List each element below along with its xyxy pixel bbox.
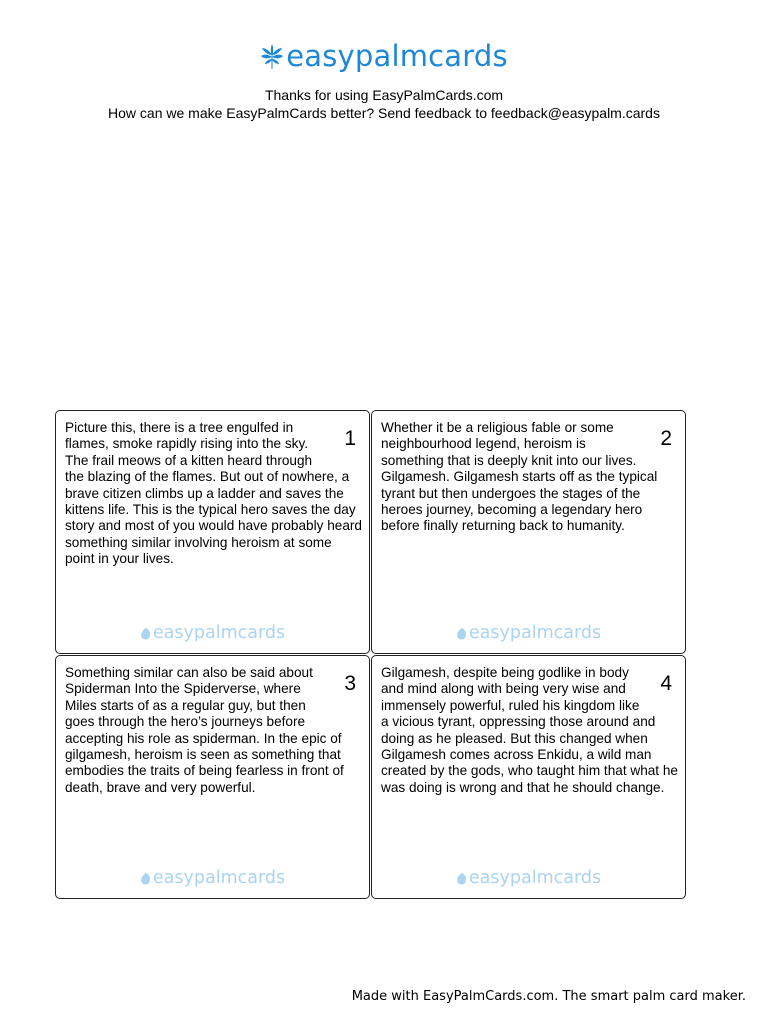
thanks-line: Thanks for using EasyPalmCards.com [264, 87, 504, 103]
palm-card-2 [371, 410, 686, 654]
palm-leaf-icon [140, 627, 152, 640]
card-number: 2 [660, 427, 672, 450]
card-watermark [372, 868, 685, 888]
palm-card-3 [55, 655, 370, 899]
card-text: Gilgamesh, despite being godlike in body and mind along with being very wise and immensely powerful, ruled his kingdom like a vicious tyrant, oppressing those around and doing as he pleased. But this changed when Gilgamesh comes across Enkidu, a wild man created by the gods, who taught him that what he was doing is wrong and that he should change. [381, 665, 678, 795]
header-message [0, 86, 768, 122]
card-text: Picture this, there is a tree engulfed in flames, smoke rapidly rising into the sky. The frail meows of a kitten heard through the blazing of the flames. But out of nowhere, a brave citizen climbs up a ladder and saves the kittens life. This is the typical hero saves the day story and most of you would have probably heard something similar involving heroism at some point in your lives. [65, 420, 362, 567]
watermark-text: easypalmcards [152, 623, 286, 643]
footer-credit: Made with EasyPalmCards.com. The smart palm card maker. [351, 989, 746, 1004]
card-number: 3 [344, 672, 356, 695]
watermark-text: easypalmcards [468, 868, 602, 888]
card-watermark [372, 623, 685, 643]
logo-text: easypalmcards [286, 39, 508, 73]
card-number: 4 [660, 672, 672, 695]
card-number: 1 [344, 427, 356, 450]
card-watermark [56, 623, 369, 643]
palm-card-4 [371, 655, 686, 899]
palm-leaf-icon [260, 44, 284, 70]
palm-card-1 [55, 410, 370, 654]
palm-leaf-icon [456, 872, 468, 885]
palm-leaf-icon [140, 872, 152, 885]
watermark-text: easypalmcards [152, 868, 286, 888]
palm-leaf-icon [456, 627, 468, 640]
card-watermark [56, 868, 369, 888]
card-text: Something similar can also be said about Spiderman Into the Spiderverse, where Miles starts of as a regular guy, but then goes through the hero’s journeys before accepting his role as spiderman. In the epic of gilgamesh, heroism is seen as something that embodies the traits of being fearless in front of death, brave and very powerful. [65, 665, 344, 795]
watermark-text: easypalmcards [468, 623, 602, 643]
feedback-line: How can we make EasyPalmCards better? Send feedback to feedback@easypalm.cards [108, 105, 660, 121]
card-text: Whether it be a religious fable or some neighbourhood legend, heroism is something that is deeply knit into our lives. Gilgamesh. Gilgamesh starts off as the typical tyrant but then undergoes the stages of the heroes journey, becoming a legendary hero before finally returning back to humanity. [381, 420, 658, 534]
brand-logo [0, 36, 768, 76]
